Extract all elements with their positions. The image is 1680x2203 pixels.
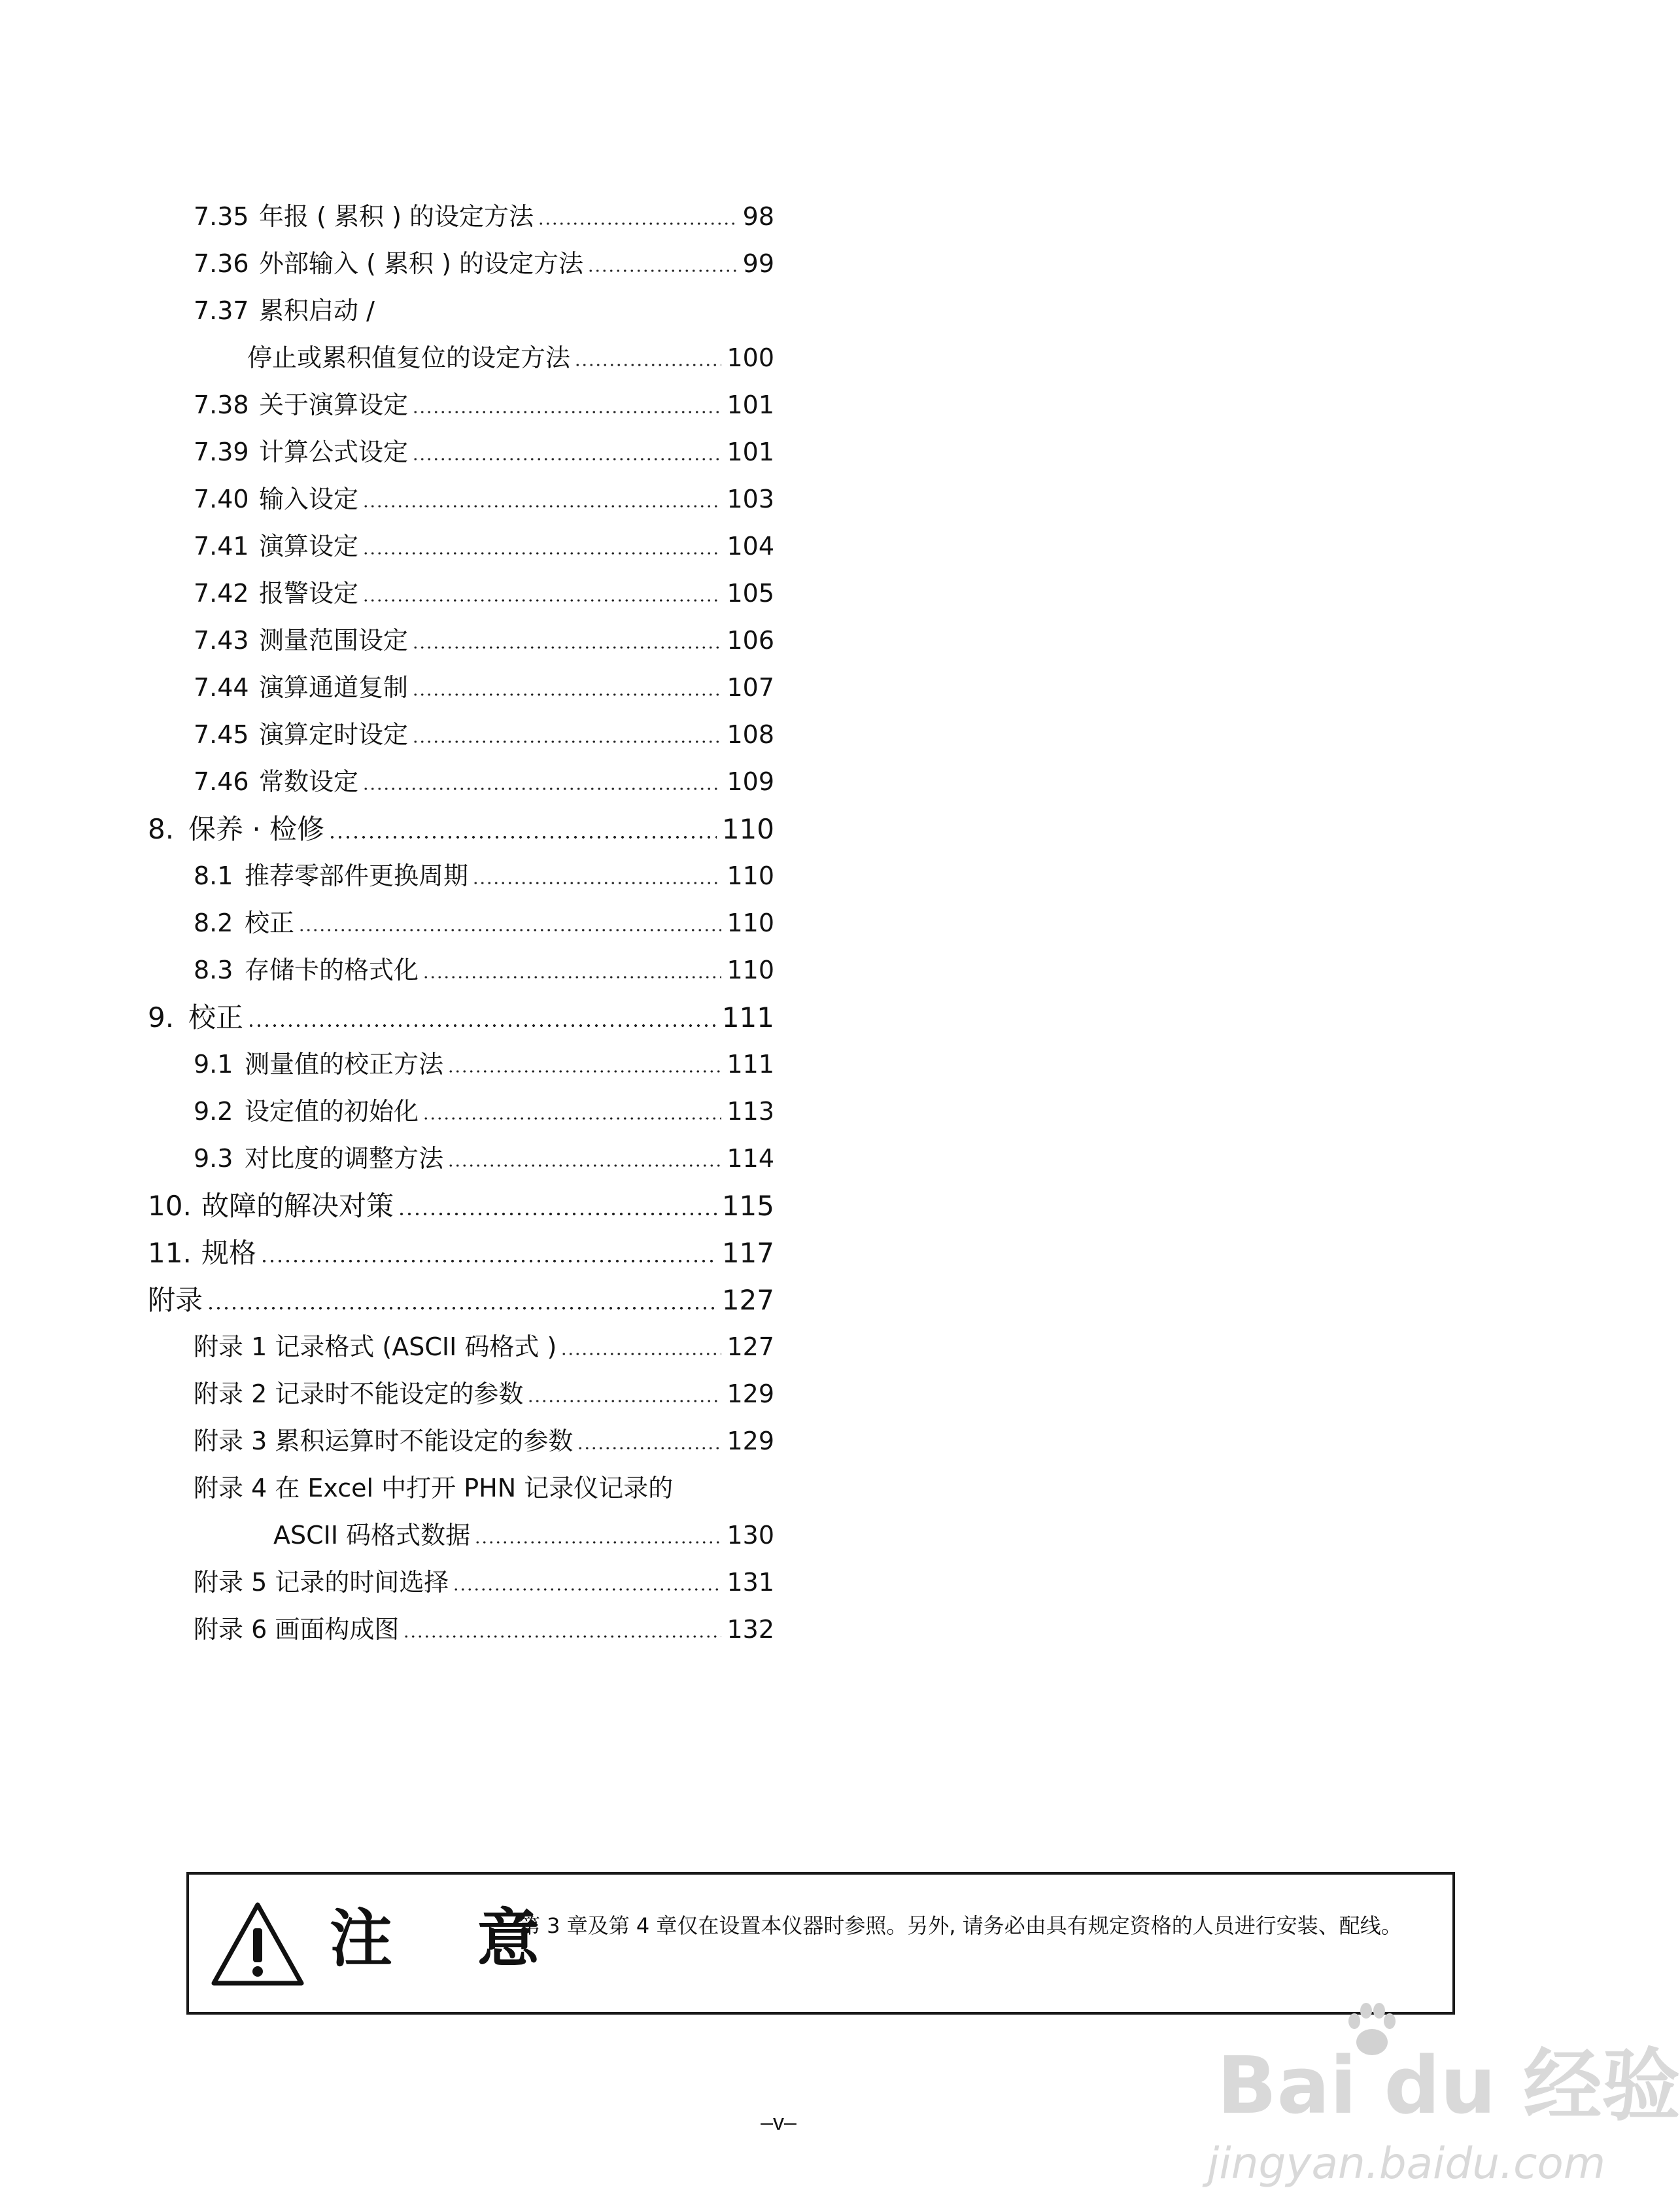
toc-entry-page: 110 bbox=[727, 909, 774, 937]
toc-entry[interactable] bbox=[194, 251, 774, 276]
toc-entry-title: ASCII 码格式数据 bbox=[273, 1521, 471, 1550]
dot-leader bbox=[362, 552, 721, 555]
toc-entry-title: 附录 5 记录的时间选择 bbox=[194, 1568, 449, 1597]
toc-entry[interactable] bbox=[194, 392, 774, 417]
dot-leader bbox=[560, 1353, 721, 1355]
toc-entry[interactable] bbox=[194, 487, 774, 512]
toc-entry-number: 7.37 bbox=[194, 296, 249, 325]
toc-entry-page: 106 bbox=[727, 626, 774, 655]
toc-entry-title: 累积启动 / bbox=[259, 296, 375, 325]
toc-entry-title: 关于演算设定 bbox=[259, 390, 409, 419]
dot-leader bbox=[328, 836, 717, 839]
toc-entry[interactable] bbox=[194, 298, 774, 323]
toc-chapter-entry[interactable] bbox=[148, 1284, 774, 1316]
toc-entry[interactable] bbox=[194, 1429, 774, 1453]
toc-entry[interactable] bbox=[194, 534, 774, 559]
toc-entry-title: 测量范围设定 bbox=[259, 626, 409, 655]
toc-entry-title: 存储卡的格式化 bbox=[245, 956, 419, 984]
toc-entry-page: 111 bbox=[721, 1001, 774, 1033]
toc-entry-number: 7.42 bbox=[194, 579, 249, 608]
toc-entry-number: 8. bbox=[148, 813, 175, 845]
toc-entry-title: 计算公式设定 bbox=[259, 438, 409, 466]
toc-entry-number: 9.3 bbox=[194, 1144, 233, 1173]
toc-entry-continuation[interactable] bbox=[247, 345, 774, 370]
toc-entry-page: 130 bbox=[727, 1521, 774, 1550]
toc-entry[interactable] bbox=[194, 1476, 774, 1500]
toc-entry-page: 113 bbox=[727, 1097, 774, 1126]
toc-entry-page: 101 bbox=[727, 390, 774, 419]
toc-entry-title: 演算通道复制 bbox=[259, 673, 409, 702]
toc-entry-title: 停止或累积值复位的设定方法 bbox=[247, 343, 571, 372]
toc-entry[interactable] bbox=[194, 1617, 774, 1642]
toc-entry-title: 推荐零部件更换周期 bbox=[245, 861, 469, 890]
toc-entry-number: 8.2 bbox=[194, 909, 233, 937]
toc-chapter-entry[interactable] bbox=[148, 813, 774, 845]
toc-entry-number: 7.44 bbox=[194, 673, 249, 702]
dot-leader bbox=[527, 1400, 721, 1402]
dot-leader bbox=[362, 788, 721, 790]
caution-text: 第 3 章及第 4 章仅在设置本仪器时参照。另外, 请务必由具有规定资格的人员进行安装、配线。 bbox=[519, 1913, 1402, 1938]
toc-chapter-entry[interactable] bbox=[148, 1192, 774, 1220]
toc-entry-page: 107 bbox=[727, 673, 774, 702]
toc-entry-page: 98 bbox=[742, 202, 774, 231]
toc-entry-page: 110 bbox=[727, 861, 774, 890]
dot-leader bbox=[403, 1635, 721, 1638]
dot-leader bbox=[447, 1070, 721, 1073]
dot-leader bbox=[362, 599, 721, 602]
warning-triangle-icon bbox=[209, 1899, 307, 1988]
toc-entry-number: 9.2 bbox=[194, 1097, 233, 1126]
toc-entry-number: 7.39 bbox=[194, 438, 249, 466]
toc-entry-number: 7.38 bbox=[194, 390, 249, 419]
dot-leader bbox=[422, 1117, 721, 1120]
toc-entry-page: 99 bbox=[742, 249, 774, 278]
toc-entry-title: 外部输入 ( 累积 ) 的设定方法 bbox=[259, 249, 583, 278]
dot-leader bbox=[207, 1307, 717, 1310]
toc-entry-title: 设定值的初始化 bbox=[245, 1097, 419, 1126]
toc-entry-page: 127 bbox=[721, 1284, 774, 1316]
toc-entry[interactable] bbox=[194, 1052, 774, 1077]
dot-leader bbox=[587, 269, 738, 272]
toc-entry[interactable] bbox=[194, 863, 774, 888]
toc-chapter-entry[interactable] bbox=[148, 1001, 774, 1033]
toc-entry-number: 7.41 bbox=[194, 532, 249, 561]
toc-entry-title: 附录 4 在 Excel 中打开 PHN 记录仪记录的 bbox=[194, 1474, 674, 1502]
dot-leader bbox=[362, 505, 721, 508]
toc-entry[interactable] bbox=[194, 722, 774, 747]
dot-leader bbox=[412, 646, 721, 649]
toc-entry-number: 7.35 bbox=[194, 202, 249, 231]
toc-entry-title: 附录 1 记录格式 (ASCII 码格式 ) bbox=[194, 1332, 557, 1361]
dot-leader bbox=[412, 411, 721, 413]
toc-entry-page: 101 bbox=[727, 438, 774, 466]
toc-entry-title: 演算设定 bbox=[259, 532, 359, 561]
page-number: –v– bbox=[761, 2110, 797, 2135]
toc-entry[interactable] bbox=[194, 675, 774, 700]
toc-entry-continuation[interactable] bbox=[273, 1523, 774, 1548]
toc-chapter-entry[interactable] bbox=[148, 1237, 774, 1269]
caution-title: 注 意 bbox=[330, 1902, 572, 1975]
toc-entry-number: 10. bbox=[148, 1190, 192, 1222]
toc-entry-page: 103 bbox=[727, 485, 774, 513]
toc-entry-page: 114 bbox=[727, 1144, 774, 1173]
toc-entry-number: 9.1 bbox=[194, 1050, 233, 1079]
caution-box bbox=[186, 1872, 1455, 2015]
toc-entry-page: 105 bbox=[727, 579, 774, 608]
toc-entry-title: 附录 3 累积运算时不能设定的参数 bbox=[194, 1427, 574, 1455]
toc-entry-number: 8.1 bbox=[194, 861, 233, 890]
dot-leader bbox=[472, 882, 721, 884]
dot-leader bbox=[398, 1213, 717, 1215]
toc-entry[interactable] bbox=[194, 440, 774, 464]
toc-entry-page: 127 bbox=[727, 1332, 774, 1361]
toc-entry[interactable] bbox=[194, 1099, 774, 1124]
toc-entry-number: 9. bbox=[148, 1001, 175, 1033]
toc-entry-page: 108 bbox=[727, 720, 774, 749]
toc-entry-page: 129 bbox=[727, 1427, 774, 1455]
toc-entry-page: 100 bbox=[727, 343, 774, 372]
toc-entry-title: 输入设定 bbox=[259, 485, 359, 513]
watermark-url: jingyan.baidu.com bbox=[1207, 2138, 1606, 2189]
dot-leader bbox=[247, 1024, 717, 1027]
toc-entry-page: 111 bbox=[727, 1050, 774, 1079]
toc-entry-number: 7.45 bbox=[194, 720, 249, 749]
toc-entry-page: 109 bbox=[727, 767, 774, 796]
toc-entry-title: 年报 ( 累积 ) 的设定方法 bbox=[259, 202, 534, 231]
dot-leader bbox=[447, 1164, 721, 1167]
toc-entry-page: 131 bbox=[727, 1568, 774, 1597]
baidu-watermark bbox=[1204, 2002, 1680, 2198]
toc-entry[interactable] bbox=[194, 911, 774, 935]
toc-entry[interactable] bbox=[194, 958, 774, 982]
dot-leader bbox=[577, 1447, 721, 1449]
toc-entry-page: 110 bbox=[727, 956, 774, 984]
dot-leader bbox=[422, 976, 721, 979]
toc-entry-number: 7.36 bbox=[194, 249, 249, 278]
toc-entry[interactable] bbox=[194, 1381, 774, 1406]
toc-entry-title: 校正 bbox=[188, 1001, 244, 1033]
watermark-brand: Bai du 经验 bbox=[1217, 2041, 1680, 2132]
toc-entry-title: 校正 bbox=[245, 909, 295, 937]
toc-entry-page: 117 bbox=[721, 1237, 774, 1269]
toc-entry-title: 对比度的调整方法 bbox=[245, 1144, 444, 1173]
dot-leader bbox=[298, 929, 721, 931]
toc-entry-page: 115 bbox=[721, 1190, 774, 1222]
toc-entry[interactable] bbox=[194, 1146, 774, 1171]
toc-entry-title: 常数设定 bbox=[259, 767, 359, 796]
toc-entry-title: 附录 bbox=[148, 1284, 203, 1316]
dot-leader bbox=[412, 740, 721, 743]
toc-entry-title: 测量值的校正方法 bbox=[245, 1050, 444, 1079]
toc-entry[interactable] bbox=[194, 204, 774, 229]
toc-entry-page: 132 bbox=[727, 1615, 774, 1644]
toc-entry-number: 7.40 bbox=[194, 485, 249, 513]
toc-entry[interactable] bbox=[194, 581, 774, 606]
toc-entry-page: 129 bbox=[727, 1379, 774, 1408]
dot-leader bbox=[453, 1588, 721, 1591]
toc-entry-title: 附录 6 画面构成图 bbox=[194, 1615, 400, 1644]
toc-entry[interactable] bbox=[194, 628, 774, 653]
toc-entry-number: 8.3 bbox=[194, 956, 233, 984]
toc-entry-title: 附录 2 记录时不能设定的参数 bbox=[194, 1379, 524, 1408]
dot-leader bbox=[474, 1541, 721, 1544]
toc-entry[interactable] bbox=[194, 1334, 774, 1359]
toc-entry-title: 规格 bbox=[201, 1237, 257, 1269]
dot-leader bbox=[574, 364, 721, 366]
toc-entry-title: 保养 · 检修 bbox=[188, 813, 325, 845]
toc-entry-page: 104 bbox=[727, 532, 774, 561]
toc-entry-title: 报警设定 bbox=[259, 579, 359, 608]
toc-entry[interactable] bbox=[194, 1570, 774, 1595]
dot-leader bbox=[538, 222, 738, 225]
dot-leader bbox=[412, 458, 721, 460]
toc-entry-number: 7.43 bbox=[194, 626, 249, 655]
dot-leader bbox=[260, 1260, 717, 1262]
toc-entry-number: 11. bbox=[148, 1237, 192, 1269]
toc-entry[interactable] bbox=[194, 769, 774, 794]
toc-entry-title: 演算定时设定 bbox=[259, 720, 409, 749]
toc-entry-number: 7.46 bbox=[194, 767, 249, 796]
toc-entry-title: 故障的解决对策 bbox=[201, 1190, 394, 1222]
dot-leader bbox=[412, 693, 721, 696]
toc-entry-page: 110 bbox=[721, 813, 774, 845]
